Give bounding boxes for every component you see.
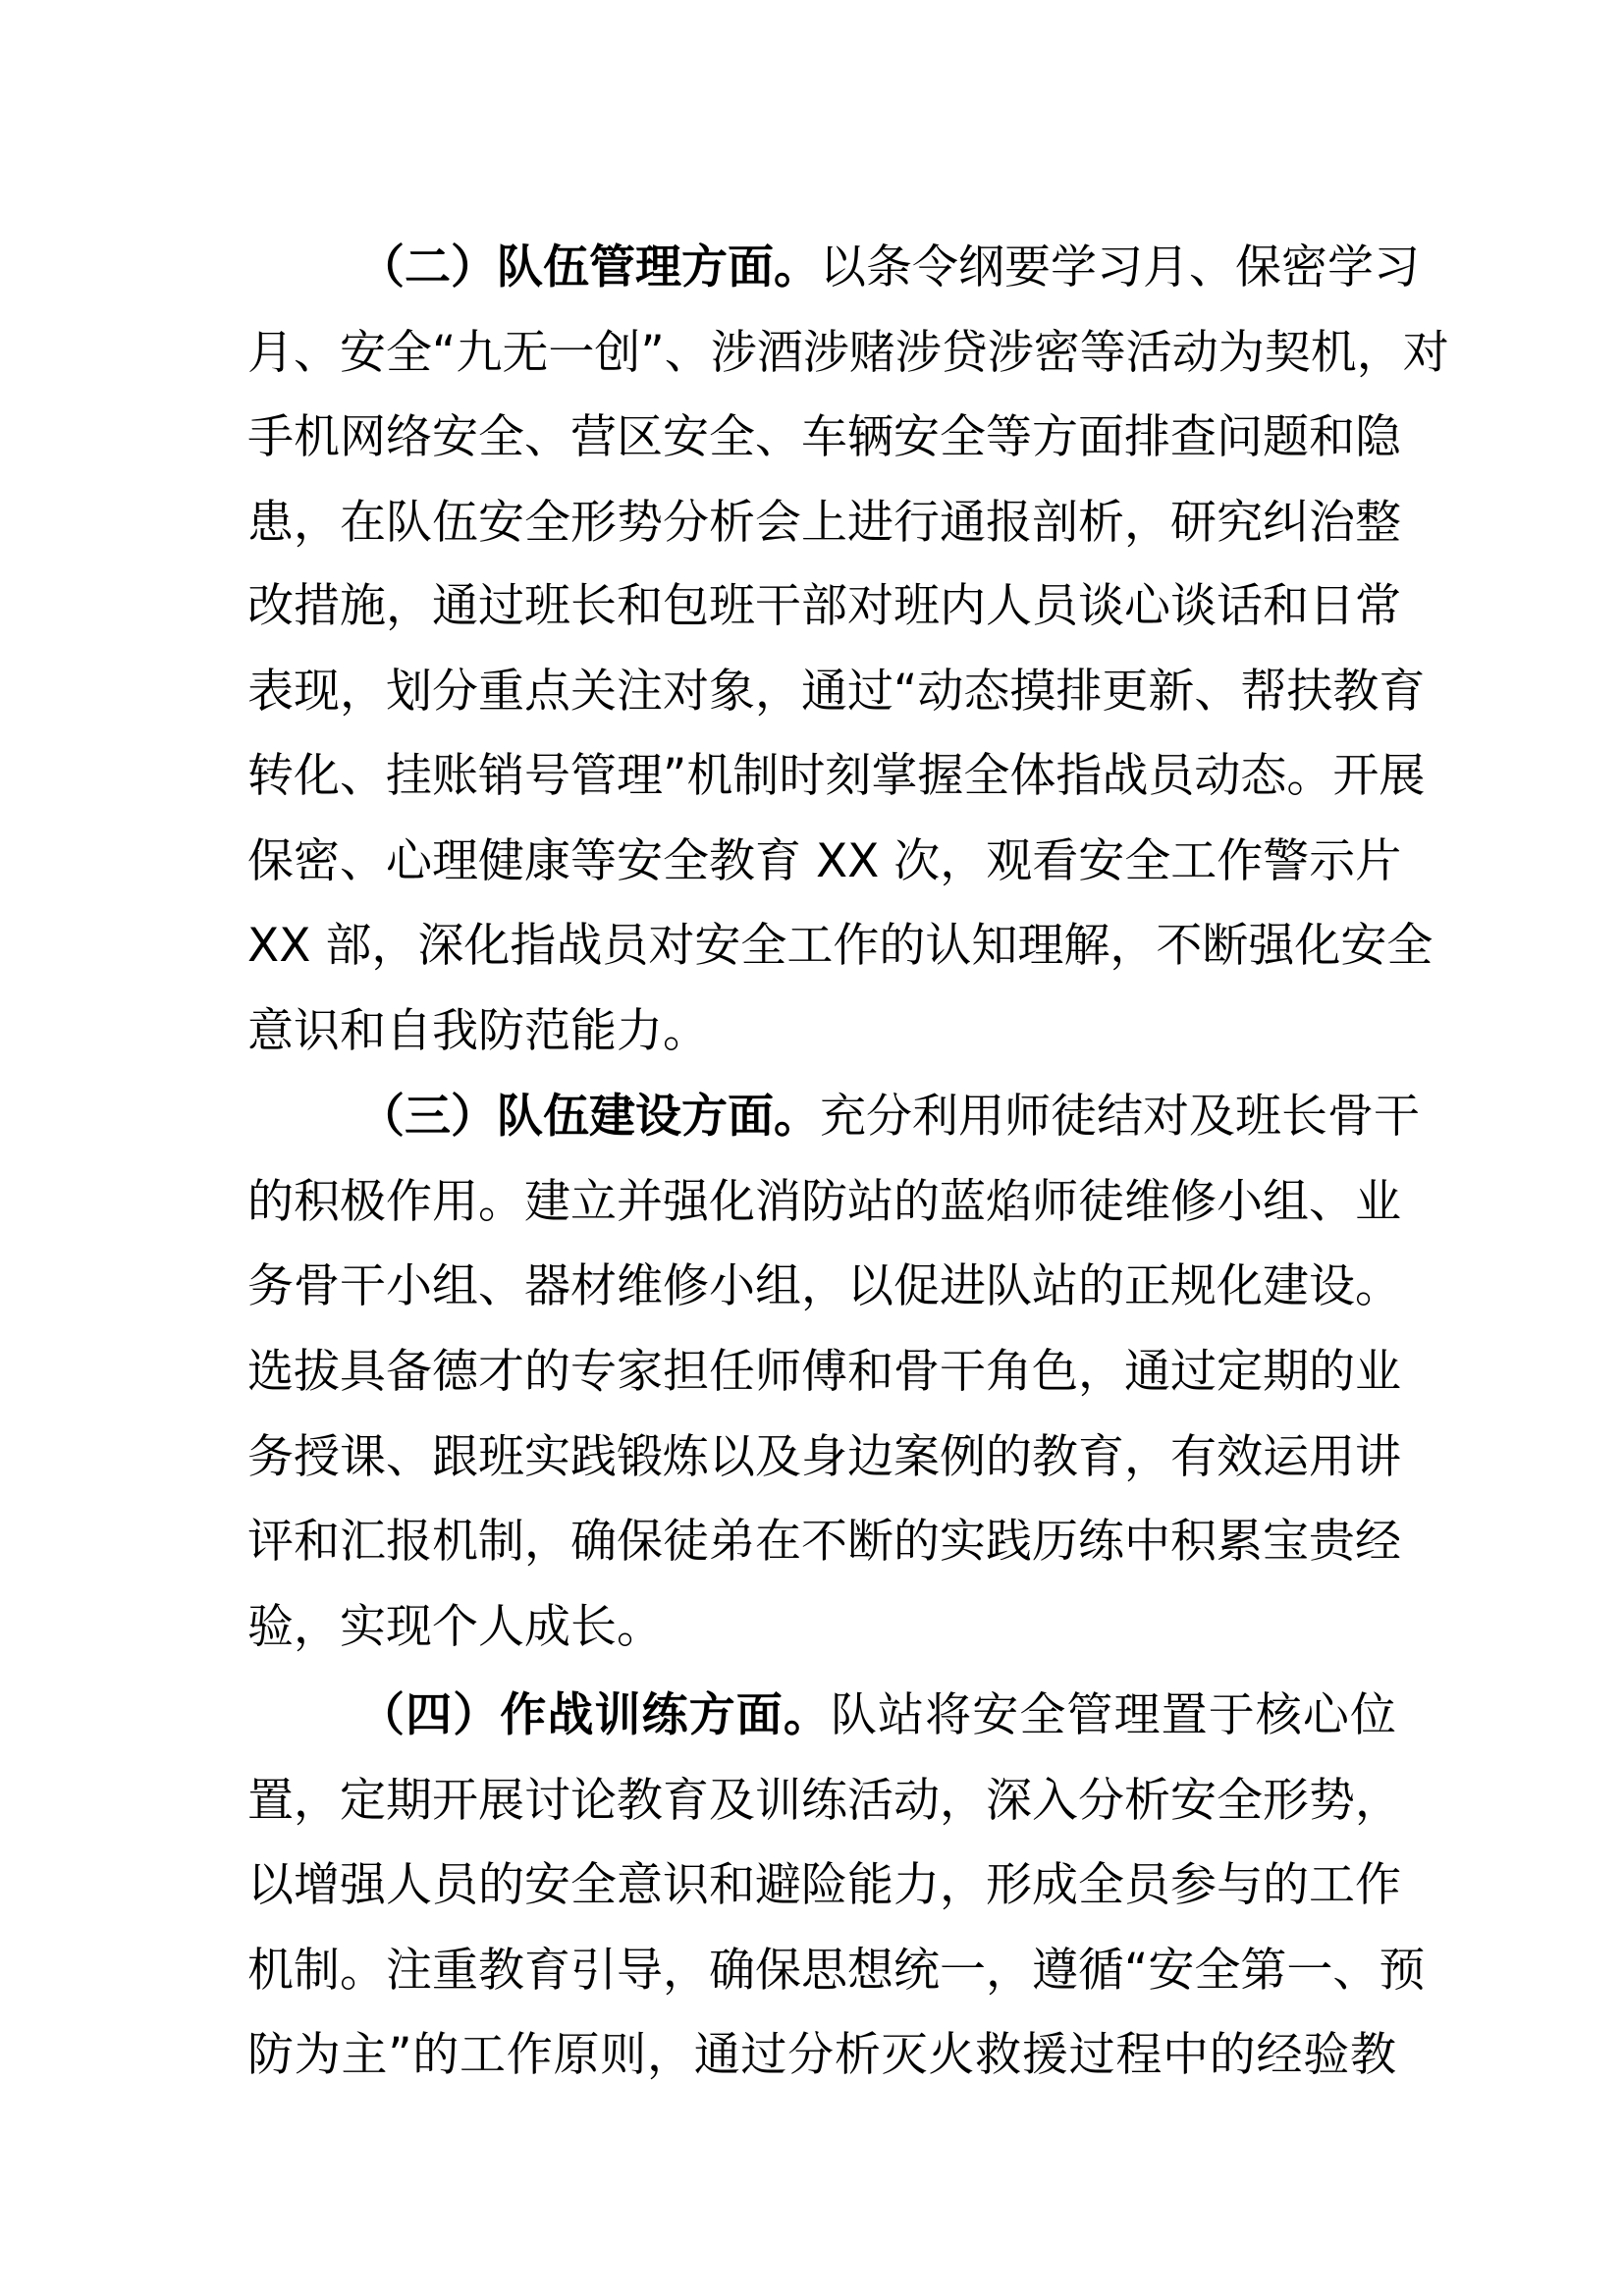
paragraph-4-line-1: （四）作战训练方面。队站将安全管理置于核心位 xyxy=(358,1688,1397,1742)
paragraph-3-line-5: 务授课、跟班实践锻炼以及身边案例的教育，有效运用讲 xyxy=(247,1430,1401,1484)
paragraph-2-line-1: （二）队伍管理方面。以条令纲要学习月、保密学习 xyxy=(358,240,1420,294)
paragraph-3-line-2: 的积极作用。建立并强化消防站的蓝焰师徒维修小组、业 xyxy=(247,1175,1401,1229)
paragraph-2-line-8: 保密、心理健康等安全教育 XX 次，观看安全工作警示片 xyxy=(247,834,1402,888)
section-heading: （三）队伍建设方面。 xyxy=(358,1090,820,1144)
paragraph-3-line-1: （三）队伍建设方面。充分利用师徒结对及班长骨干 xyxy=(358,1090,1420,1144)
paragraph-3-line-7: 验，实现个人成长。 xyxy=(247,1600,663,1654)
paragraph-4-line-2: 置，定期开展讨论教育及训练活动，深入分析安全形势， xyxy=(247,1774,1401,1828)
paragraph-4-line-5: 防为主”的工作原则，通过分析灭火救援过程中的经验教 xyxy=(247,2028,1396,2082)
paragraph-3-line-3: 务骨干小组、器材维修小组，以促进队站的正规化建设。 xyxy=(247,1259,1401,1313)
paragraph-4-line-4: 机制。注重教育引导，确保思想统一，遵循“安全第一、预 xyxy=(247,1944,1426,1998)
paragraph-3-line-4: 选拔具备德才的专家担任师傅和骨干角色，通过定期的业 xyxy=(247,1345,1401,1399)
section-heading: （二）队伍管理方面。 xyxy=(358,240,820,294)
paragraph-2-line-5: 改措施，通过班长和包班干部对班内人员谈心谈话和日常 xyxy=(247,579,1401,633)
paragraph-3-line-6: 评和汇报机制，确保徒弟在不断的实践历练中积累宝贵经 xyxy=(247,1515,1401,1569)
paragraph-2-line-2: 月、安全“九无一创”、涉酒涉赌涉贷涉密等活动为契机，对 xyxy=(247,326,1449,380)
paragraph-2-line-4: 患，在队伍安全形势分析会上进行通报剖析，研究纠治整 xyxy=(247,496,1401,550)
paragraph-2-line-6: 表现，划分重点关注对象，通过“动态摸排更新、帮扶教育 xyxy=(247,665,1426,719)
paragraph-2-line-9: XX 部，深化指战员对安全工作的认知理解，不断强化安全 xyxy=(247,919,1434,973)
section-heading: （四）作战训练方面。 xyxy=(358,1688,831,1742)
paragraph-2-line-3: 手机网络安全、营区安全、车辆安全等方面排查问题和隐 xyxy=(247,410,1401,464)
paragraph-2-line-10: 意识和自我防范能力。 xyxy=(247,1004,709,1058)
paragraph-2-line-7: 转化、挂账销号管理”机制时刻掌握全体指战员动态。开展 xyxy=(247,749,1426,803)
paragraph-4-line-3: 以增强人员的安全意识和避险能力，形成全员参与的工作 xyxy=(247,1858,1401,1912)
